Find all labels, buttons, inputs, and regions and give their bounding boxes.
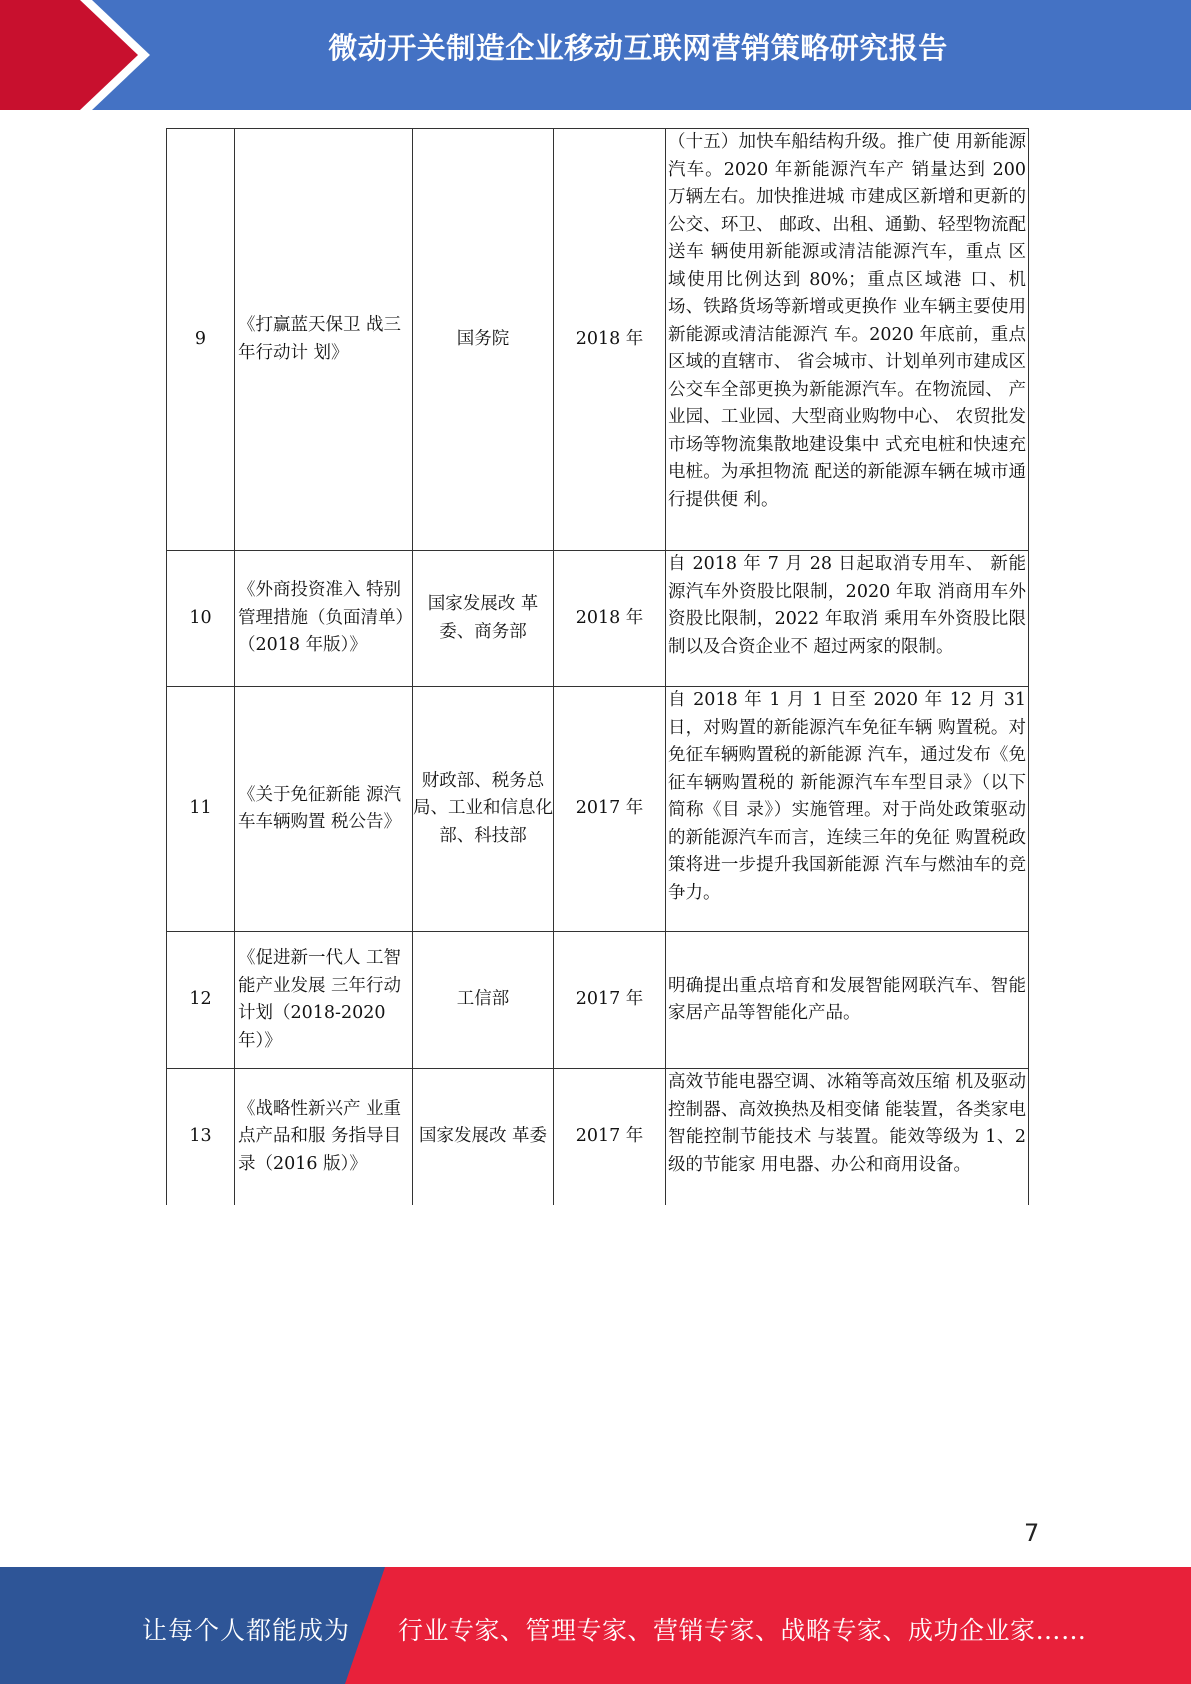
policy-content	[666, 1069, 1029, 1206]
policy-content-text: 自 2018 年 1 月 1 日至 2020 年 12 月 31 日，对购置的新能源汽车免征车辆 购置税。对免征车辆购置税的新能源 汽车，通过发布《免征车辆购置税的 新能源汽车车型目录》（以下简称《目 录》）实施管理。对于尚处政策驱动 的新能源汽车而言，连续三年的免征 购置税政策将进一步提升我国新能源 汽车与燃油车的竞争力。	[668, 690, 1026, 903]
issue-year: 2017 年	[554, 687, 666, 932]
policy-content	[666, 932, 1029, 1069]
page-footer	[0, 1567, 1191, 1684]
table-row	[167, 687, 1029, 932]
page-number: 7	[1024, 1519, 1040, 1547]
table-row	[167, 129, 1029, 551]
policy-table	[166, 128, 1029, 1205]
issue-year: 2018 年	[554, 129, 666, 551]
issuing-body: 财政部、税务总局、工业和信息化部、科技部	[413, 687, 554, 932]
footer-slogan-left: 让每个人都能成为	[142, 1616, 351, 1645]
row-number: 10	[167, 551, 235, 687]
policy-content	[666, 687, 1029, 932]
table-row	[167, 1069, 1029, 1206]
row-number: 11	[167, 687, 235, 932]
issuing-body: 国家发展改 革委、商务部	[413, 551, 554, 687]
row-number: 13	[167, 1069, 235, 1206]
policy-content-text: 高效节能电器空调、冰箱等高效压缩 机及驱动控制器、高效换热及相变储 能装置，各类家电智能控制节能技术 与装置。能效等级为 1、2 级的节能家 用电器、办公和商用设备。	[668, 1072, 1026, 1175]
policy-name: 《打赢蓝天保卫 战三年行动计 划》	[235, 129, 413, 551]
policy-name: 《战略性新兴产 业重点产品和服 务指导目录（2016 版）》	[235, 1069, 413, 1206]
issue-year: 2017 年	[554, 1069, 666, 1206]
policy-content-text: 自 2018 年 7 月 28 日起取消专用车、 新能源汽车外资股比限制，2020 年取 消商用车外资股比限制，2022 年取消 乘用车外资股比限制以及合资企业不 超过两家的限制。	[668, 554, 1026, 657]
row-number: 9	[167, 129, 235, 551]
issuing-body: 国务院	[413, 129, 554, 551]
policy-content	[666, 129, 1029, 551]
policy-name: 《促进新一代人 工智能产业发展 三年行动计划（2018-2020 年）》	[235, 932, 413, 1069]
table-row	[167, 551, 1029, 687]
policy-name: 《关于免征新能 源汽车车辆购置 税公告》	[235, 687, 413, 932]
row-number: 12	[167, 932, 235, 1069]
policy-name: 《外商投资准入 特别管理措施（负面清单）（2018 年版）》	[235, 551, 413, 687]
issue-year: 2017 年	[554, 932, 666, 1069]
footer-slogan-right: 行业专家、管理专家、营销专家、战略专家、成功企业家……	[398, 1616, 1087, 1645]
issuing-body: 国家发展改 革委	[413, 1069, 554, 1206]
issuing-body: 工信部	[413, 932, 554, 1069]
policy-content	[666, 551, 1029, 687]
issue-year: 2018 年	[554, 551, 666, 687]
policy-content-text: 明确提出重点培育和发展智能网联汽车、智能家居产品等智能化产品。	[668, 975, 1026, 1023]
policy-content-text: （十五）加快车船结构升级。推广使 用新能源汽车。2020 年新能源汽车产 销量达到 200 万辆左右。加快推进城 市建成区新增和更新的公交、环卫、 邮政、出租、通勤、轻型物流配送车 辆使用新能源或清洁能源汽车，重点 区域使用比例达到 80%；重点区域港 口、机场、铁路货场等新增或更换作 业车辆主要使用新能源或清洁能源汽 车。2020 年底前，重点区域的直辖市、 省会城市、计划单列市建成区公交车全部更换为新能源汽车。在物流园、 产业园、工业园、大型商业购物中心、 农贸批发市场等物流集散地建设集中 式充电桩和快速充电桩。为承担物流 配送的新能源车辆在城市通行提供便 利。	[668, 132, 1026, 510]
chevron-logo-icon	[0, 0, 160, 110]
page-header	[0, 0, 1191, 110]
report-title: 微动开关制造企业移动互联网营销策略研究报告	[328, 31, 948, 65]
table-row	[167, 932, 1029, 1069]
